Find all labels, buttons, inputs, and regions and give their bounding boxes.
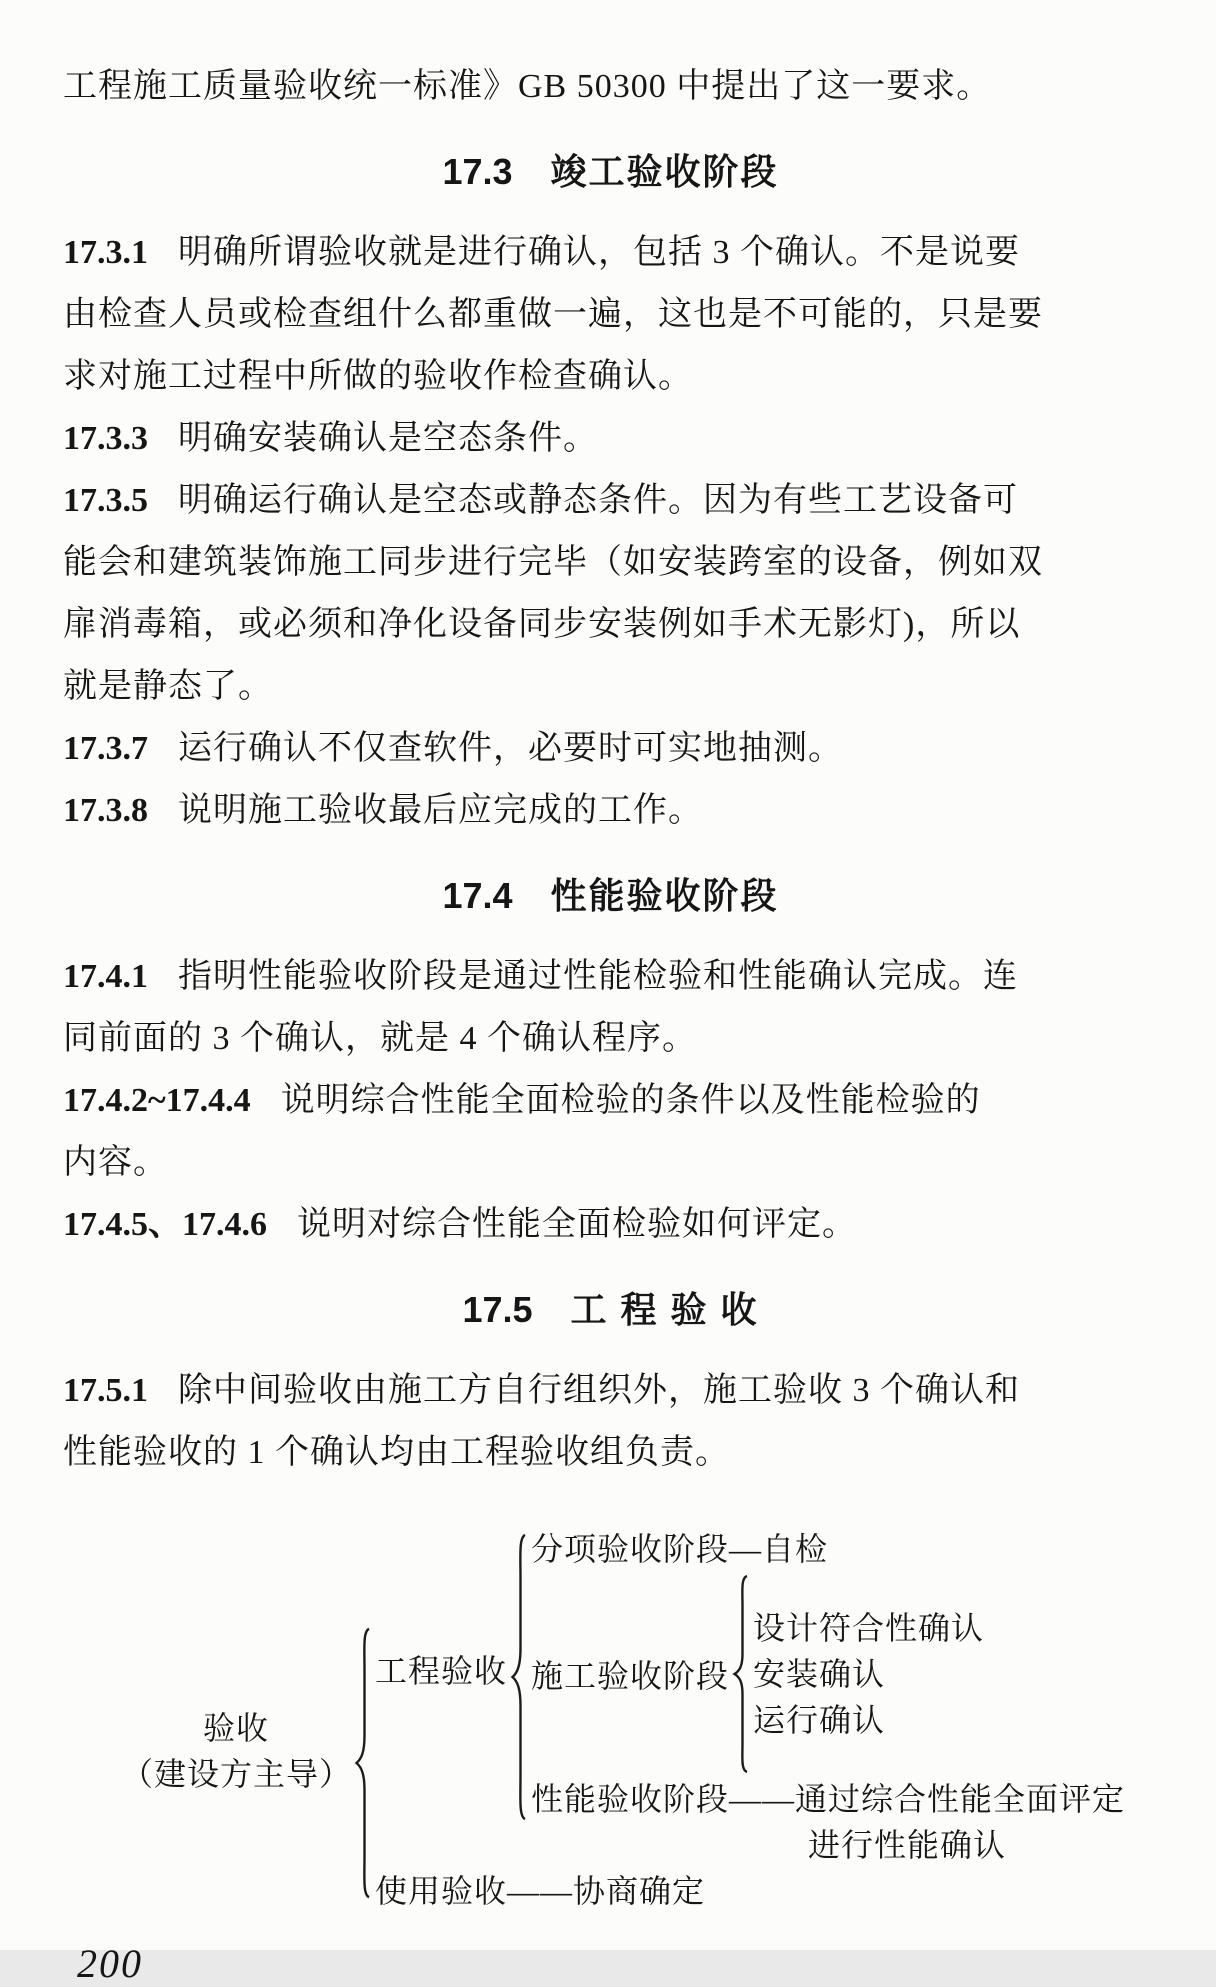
paragraph-line xyxy=(63,1194,1158,1256)
section-title: 工 程 验 收 xyxy=(570,1289,759,1330)
clause-number: 17.4.2~17.4.4 xyxy=(63,1082,251,1119)
section-heading-17-4 xyxy=(63,872,1158,920)
engineering-acceptance-label: 工程验收 xyxy=(375,1653,508,1689)
clause-number: 17.3.3 xyxy=(63,420,148,457)
paragraph-line: 求对施工过程中所做的验收作检查确认。 xyxy=(63,358,693,395)
performance-acceptance-line1: 性能验收阶段——通过综合性能全面评定 xyxy=(531,1781,1126,1817)
diagram-level3-column xyxy=(753,1605,984,1743)
paragraph-line xyxy=(63,718,1158,780)
performance-acceptance-item xyxy=(531,1776,1125,1868)
clause-text: 除中间验收由施工方自行组织外，施工验收 3 个确认和 xyxy=(178,1372,1020,1409)
paragraph-17-4-1 xyxy=(63,946,1158,1070)
clause-text: 明确所谓验收就是进行确认，包括 3 个确认。不是说要 xyxy=(178,234,1020,271)
paragraph-17-3-8 xyxy=(63,780,1158,842)
paragraph-17-3-5 xyxy=(63,470,1158,718)
section-title: 竣工验收阶段 xyxy=(550,151,779,192)
paragraph-line xyxy=(63,408,1158,470)
section-heading-17-5 xyxy=(63,1286,1158,1334)
operation-confirmation-item: 运行确认 xyxy=(753,1702,886,1738)
clause-number: 17.5.1 xyxy=(63,1372,148,1409)
paragraph-line: 扉消毒箱，或必须和净化设备同步安装例如手术无影灯)，所以 xyxy=(63,606,1021,643)
paragraph-line: 就是静态了。 xyxy=(63,668,273,705)
paragraph-line xyxy=(63,946,1158,1008)
clause-text: 明确安装确认是空态条件。 xyxy=(178,420,598,457)
paragraph-line xyxy=(63,780,1158,842)
paragraph-line xyxy=(63,1070,1158,1132)
curly-brace-icon xyxy=(731,1572,751,1776)
section-number: 17.4 xyxy=(442,875,513,916)
clause-number: 17.3.7 xyxy=(63,730,148,767)
paragraph-line xyxy=(63,470,1158,532)
clause-text: 指明性能验收阶段是通过性能检验和性能确认完成。连 xyxy=(178,958,1018,995)
construction-acceptance-branch xyxy=(531,1572,1125,1776)
diagram-root-title: 验收 xyxy=(202,1710,269,1746)
curly-brace-icon xyxy=(353,1526,373,1914)
curly-brace-icon xyxy=(509,1526,529,1868)
clause-number: 17.3.1 xyxy=(63,234,148,271)
division-acceptance-item: 分项验收阶段—自检 xyxy=(531,1531,829,1567)
paragraph-17-3-3 xyxy=(63,408,1158,470)
diagram-level2-column xyxy=(531,1526,1125,1868)
paragraph-17-5-1 xyxy=(63,1360,1158,1484)
paragraph-line: 由检查人员或检查组什么都重做一遍，这也是不可能的，只是要 xyxy=(63,296,1043,333)
paragraph-17-3-7 xyxy=(63,718,1158,780)
performance-acceptance-line2: 进行性能确认 xyxy=(808,1827,1007,1863)
paragraph-line: 内容。 xyxy=(63,1144,168,1181)
clause-text: 说明施工验收最后应完成的工作。 xyxy=(178,792,703,829)
page-number: 200 xyxy=(77,1941,143,1986)
paragraph-17-4-5-and-17-4-6 xyxy=(63,1194,1158,1256)
section-number: 17.3 xyxy=(442,151,513,192)
acceptance-structure-diagram xyxy=(63,1526,1158,1914)
clause-number: 17.4.5、17.4.6 xyxy=(63,1206,267,1243)
clause-number: 17.3.8 xyxy=(63,792,148,829)
paragraph-line: 能会和建筑装饰施工同步进行完毕（如安装跨室的设备，例如双 xyxy=(63,544,1043,581)
section-title: 性能验收阶段 xyxy=(550,875,779,916)
section-number: 17.5 xyxy=(462,1289,533,1330)
construction-acceptance-label: 施工验收阶段 xyxy=(531,1658,730,1694)
clause-number: 17.3.5 xyxy=(63,482,148,519)
paragraph-line xyxy=(63,222,1158,284)
paragraph-17-4-2-to-17-4-4 xyxy=(63,1070,1158,1194)
design-conformity-confirmation-item: 设计符合性确认 xyxy=(753,1610,985,1646)
intro-line: 工程施工质量验收统一标准》GB 50300 中提出了这一要求。 xyxy=(63,68,992,105)
paragraph-line xyxy=(63,1360,1158,1422)
engineering-acceptance-branch xyxy=(375,1526,1125,1868)
diagram-root-label xyxy=(121,1705,351,1797)
diagram-root-subtitle: （建设方主导） xyxy=(121,1756,353,1792)
installation-confirmation-item: 安装确认 xyxy=(753,1656,886,1692)
section-heading-17-3 xyxy=(63,148,1158,196)
clause-text: 说明对综合性能全面检验如何评定。 xyxy=(297,1206,857,1243)
diagram-level1-column xyxy=(375,1526,1125,1914)
clause-text: 运行确认不仅查软件，必要时可实地抽测。 xyxy=(178,730,843,767)
clause-number: 17.4.1 xyxy=(63,958,148,995)
paragraph-17-3-1 xyxy=(63,222,1158,408)
paragraph-line: 同前面的 3 个确认，就是 4 个确认程序。 xyxy=(63,1020,697,1057)
usage-acceptance-item: 使用验收——协商确定 xyxy=(375,1873,706,1909)
clause-text: 说明综合性能全面检验的条件以及性能检验的 xyxy=(280,1082,981,1119)
paragraph-line: 性能验收的 1 个确认均由工程验收组负责。 xyxy=(63,1434,730,1471)
clause-text: 明确运行确认是空态或静态条件。因为有些工艺设备可 xyxy=(178,482,1018,519)
